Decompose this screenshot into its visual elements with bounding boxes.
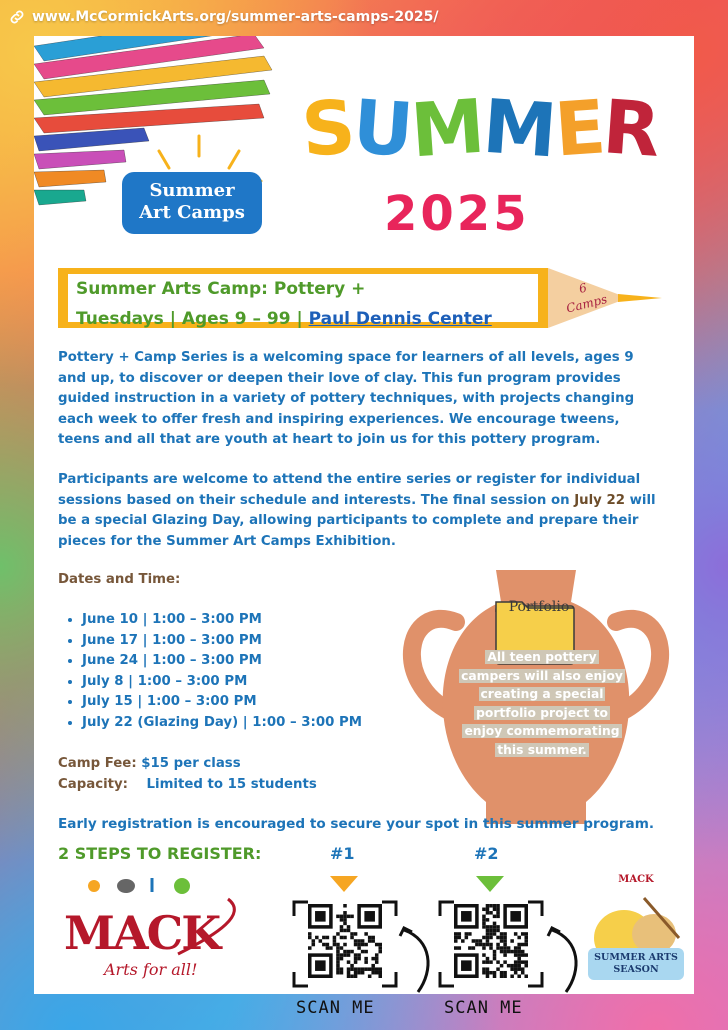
qr-code-step1[interactable] xyxy=(290,898,400,990)
headline-letter: U xyxy=(350,84,415,174)
location-link[interactable]: Paul Dennis Center xyxy=(308,309,492,329)
fee-label: Camp Fee: xyxy=(58,756,137,771)
capacity-label: Capacity: xyxy=(58,776,129,792)
season-line1: SUMMER ARTS xyxy=(594,952,678,963)
headline-letter: M xyxy=(408,83,486,175)
fee-info xyxy=(58,754,317,795)
qr-code-step2[interactable] xyxy=(436,898,546,990)
scan-me-label-2: SCAN ME xyxy=(444,998,523,1018)
banner-text xyxy=(76,274,492,334)
mack-word: MACK xyxy=(64,906,220,960)
qr-code-icon[interactable] xyxy=(454,904,528,978)
badge-line1: Summer xyxy=(149,180,235,201)
list-item: • July 8 | 1:00 – 3:00 PM xyxy=(82,672,362,693)
dates-list xyxy=(64,610,362,733)
portfolio-text: All teen pottery campers will also enjoy creating a special portfolio project to enjoy commemorating this summer. xyxy=(461,650,623,757)
intro-paragraph: Pottery + Camp Series is a welcoming space for learners of all levels, ages 9 and up, to discover or deepen their love of clay. This fun program provides guided instruction in a variety of pottery techniques, with projects changing each week to offer fresh and inspiring experiences. We encourage tweens, teens and all that are youth at heart to join us for this pottery program. xyxy=(58,350,635,447)
list-item: • July 15 | 1:00 – 3:00 PM xyxy=(82,692,362,713)
url-bar[interactable] xyxy=(8,6,438,28)
six-camps-number: 6 xyxy=(577,280,589,296)
curved-arrow-icon xyxy=(398,926,438,996)
year-headline: 2025 xyxy=(384,186,530,242)
capacity-value: Limited to 15 students xyxy=(146,776,317,792)
fee-row xyxy=(58,754,317,775)
six-camps-word: Camps xyxy=(564,291,609,316)
portfolio-label: Portfolio xyxy=(508,599,570,615)
flyer-page xyxy=(34,36,694,1018)
season-line2: SEASON xyxy=(613,964,659,975)
step2-label: #2 xyxy=(474,844,499,863)
banner-line1: Summer Arts Camp: Pottery + xyxy=(76,279,366,299)
list-item: • June 17 | 1:00 – 3:00 PM xyxy=(82,631,362,652)
list-item: • June 10 | 1:00 – 3:00 PM xyxy=(82,610,362,631)
link-icon xyxy=(8,8,26,26)
portfolio-note xyxy=(456,648,628,759)
scan-me-label-1: SCAN ME xyxy=(296,998,375,1018)
qr-code-icon[interactable] xyxy=(308,904,382,978)
season-badge-label xyxy=(588,948,684,980)
register-title: 2 STEPS TO REGISTER: xyxy=(58,844,262,863)
headline-letter: M xyxy=(480,83,558,175)
mack-tagline: Arts for all! xyxy=(104,960,198,979)
headline-letter: S xyxy=(299,84,357,174)
summer-art-camps-badge xyxy=(122,172,262,234)
dates-title: Dates and Time: xyxy=(58,572,181,587)
headline-letter: E xyxy=(551,84,607,174)
step1-label: #1 xyxy=(330,844,355,863)
url-text[interactable]: www.McCormickArts.org/summer-arts-camps-2025/ xyxy=(32,9,439,25)
season-badge-top: MACK xyxy=(618,874,654,885)
curved-arrow-icon xyxy=(546,926,586,996)
list-item: • July 22 (Glazing Day) | 1:00 – 3:00 PM xyxy=(82,713,362,734)
fee-value: $15 per class xyxy=(141,756,241,771)
details-part2: will be a special Glazing Day, allowing participants to complete and prepare their pieces for the Summer Art Camps Exhibition. xyxy=(58,492,656,549)
headline-letter: R xyxy=(600,84,662,174)
arts-icons xyxy=(88,878,190,894)
step1-arrow-icon xyxy=(330,876,358,892)
banner-line2 xyxy=(76,304,492,334)
summer-headline xyxy=(299,83,662,175)
step2-arrow-icon xyxy=(476,876,504,892)
details-part1: Participants are welcome to attend the entire series or register for individual sessions based on their schedule and interests. The final session on xyxy=(58,472,641,508)
list-item: • June 24 | 1:00 – 3:00 PM xyxy=(82,651,362,672)
early-registration-note: Early registration is encouraged to secure your spot in this summer program. xyxy=(58,816,655,832)
banner-line2-prefix: Tuesdays | Ages 9 – 99 | xyxy=(76,309,309,329)
details-highlight-date: July 22 xyxy=(574,492,625,508)
capacity-row xyxy=(58,775,317,796)
badge-line2: Art Camps xyxy=(139,202,245,223)
details-paragraph xyxy=(58,470,658,552)
